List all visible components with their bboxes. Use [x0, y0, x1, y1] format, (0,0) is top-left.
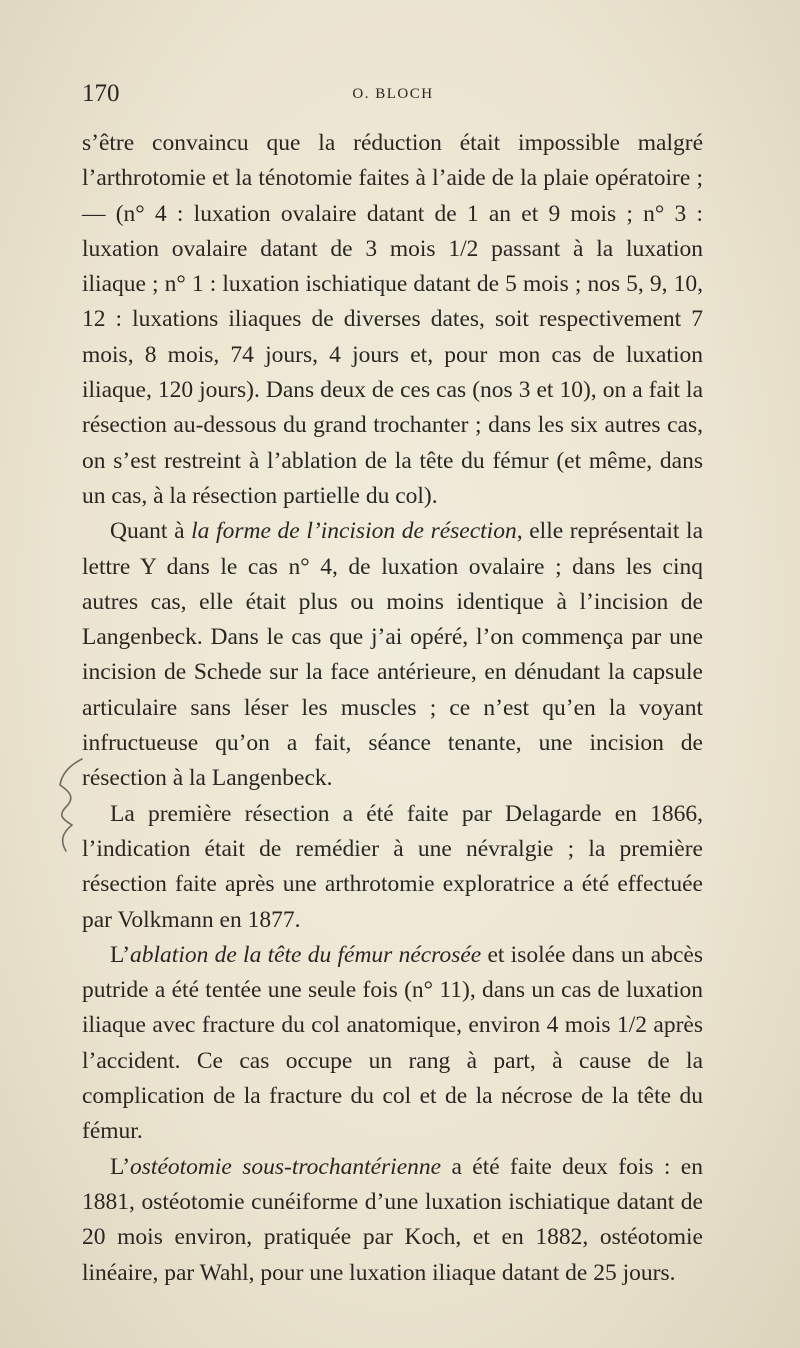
paragraph-p3 — [82, 797, 703, 938]
running-head: O. BLOCH — [352, 86, 434, 102]
page-header — [82, 80, 704, 114]
paragraph-text: a été faite deux fois : en 1881, ostéotomie cunéiforme d’une luxation ischiatique datant de 20 mois environ, pratiquée par Koch, et en 1882, ostéotomie linéaire, par Wahl, pour une luxation iliaque datant de 25 jours. — [82, 1153, 703, 1286]
paragraph-p1 — [82, 126, 703, 514]
paragraph-p5 — [82, 1150, 703, 1291]
italic-text: la forme de l’incision de résection — [191, 518, 517, 545]
paragraph-p4 — [82, 938, 703, 1150]
paragraph-p2 — [82, 514, 703, 796]
italic-text: ostéotomie sous-trochantérienne — [130, 1153, 442, 1180]
paragraph-text: s’être convaincu que la réduction était impossible malgré l’arthrotomie et la ténotomie faites à l’aide de la plaie opératoire ; — (n° 4 : luxation ovalaire datant de 1 an et 9 mois ; n° 3 : luxation ovalaire datant de 3 mois 1/2 passant à la luxation iliaque ; n° 1 : luxation ischiatique datant de 5 mois ; nos 5, 9, 10, 12 : luxations iliaques de diverses dates, soit respectivement 7 mois, 8 mois, 74 jours, 4 jours et, pour mon cas de luxation iliaque, 120 jours). Dans deux de ces cas (nos 3 et 10), on a fait la résection au-dessous du grand trochanter ; dans les six autres cas, on s’est restreint à l’ablation de la tête du fémur (et même, dans un cas, à la résection partielle du col). — [82, 130, 703, 509]
page-number: 170 — [82, 80, 120, 107]
paragraph-text: L’ — [110, 941, 131, 968]
body-text — [82, 126, 703, 1291]
paragraph-text: La première résection a été faite par Delagarde en 1866, l’indication était de remédier à une névralgie ; la première résection faite après une arthrotomie exploratrice a été effectuée par Volkmann en 1877. — [82, 800, 703, 933]
italic-text: ablation de la tête du fémur nécrosée — [130, 941, 482, 968]
paragraph-text: L’ — [110, 1153, 131, 1180]
paragraph-text: Quant à — [110, 518, 192, 545]
paragraph-text: , elle représentait la lettre Y dans le cas n° 4, de luxation ovalaire ; dans les cinq autres cas, elle était plus ou moins identique à l’incision de Langenbeck. Dans le cas que j’ai opéré, l’on commença par une incision de Schede sur la face antérieure, en dénudant la capsule articulaire sans léser les muscles ; ce n’est qu’en la voyant infructueuse qu’on a fait, séance tenante, une incision de résection à la Langenbeck. — [82, 518, 703, 792]
paragraph-text: et isolée dans un abcès putride a été tentée une seule fois (n° 11), dans un cas de luxation iliaque avec fracture du col anatomique, environ 4 mois 1/2 après l’accident. Ce cas occupe un rang à part, à cause de la complication de la fracture du col et de la nécrose de la tête du fémur. — [82, 941, 703, 1145]
